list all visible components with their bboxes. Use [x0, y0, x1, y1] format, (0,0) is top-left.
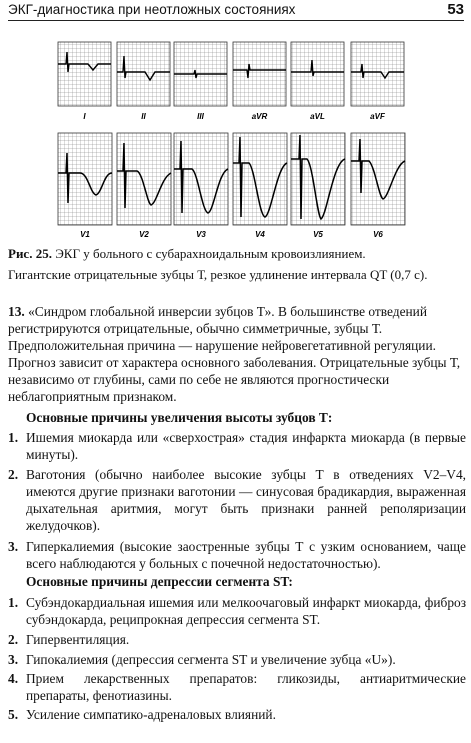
caption-description: Гигантские отрицательные зубцы Т, резкое удлинение интервала QT (0,7 с).: [8, 267, 428, 282]
caption-text: ЭКГ у больного с субарахноидальным кровоизлиянием.: [55, 246, 366, 261]
ecg-figure: [0, 0, 471, 240]
ecg-lead-panel: [233, 133, 287, 239]
list-item-text: Гипервентиляция.: [26, 632, 130, 647]
list-item-text: Ишемия миокарда или «сверхострая» стадия инфаркта миокарда (в первые минуты).: [26, 430, 466, 462]
section-2-heading: Основные причины депрессии сегмента ST:: [26, 574, 293, 589]
ecg-lead-panel: [291, 42, 344, 121]
lead-label: aVL: [310, 112, 325, 121]
lead-label: II: [141, 112, 146, 121]
list-item-number: 1.: [8, 430, 19, 445]
ecg-lead-panel: [351, 42, 404, 121]
list-item-text: Прием лекарственных препаратов: гликозиды, антиаритмические препараты, фенотиазины.: [26, 671, 466, 703]
list-item-number: 1.: [8, 595, 19, 610]
lead-label: V6: [373, 230, 383, 239]
lead-label: aVR: [251, 112, 268, 121]
ecg-lead-panel: [117, 42, 170, 121]
lead-label: aVF: [370, 112, 385, 121]
list-item-number: 5.: [8, 707, 19, 722]
ecg-lead-panel: [351, 133, 405, 239]
ecg-lead-panel: [174, 42, 227, 121]
list-item-text: Усиление симпатико-адреналовых влияний.: [26, 707, 276, 722]
list-item-number: 2.: [8, 467, 19, 482]
running-title: ЭКГ-диагностика при неотложных состояниях: [8, 2, 296, 17]
list-item-text: Гиперкалиемия (высокие заостренные зубцы Т с узким основанием, чаще всего наблюдаются у больных с почечной недостаточностью).: [26, 539, 466, 571]
item-13: [8, 303, 466, 405]
ecg-lead-panel: [58, 133, 112, 239]
caption-label: Рис. 25.: [8, 246, 52, 261]
lead-label: III: [197, 112, 204, 121]
ecg-lead-panel: [58, 42, 111, 121]
list-item-number: 3.: [8, 652, 19, 667]
list-item-number: 3.: [8, 539, 19, 554]
list-item-number: 4.: [8, 671, 19, 686]
ecg-lead-panel: [174, 133, 228, 239]
figure-caption: [8, 246, 366, 262]
lead-label: I: [83, 112, 86, 121]
ecg-lead-panel: [291, 133, 345, 239]
lead-label: V5: [313, 230, 323, 239]
page-number: 53: [447, 1, 464, 18]
item-13-text: «Синдром глобальной инверсии зубцов Т». В большинстве отведений регистрируются отрицательные, обычно симметричные, зубцы Т. Предположительная причина — нарушение нейровегетативной регуляции. Прогноз зависит от характера основного заболевания. Отрицательные зубцы Т, независимо от глубины, сами по себе не являются прогностически неблагоприятным признаком.: [8, 304, 461, 404]
lead-label: V1: [80, 230, 90, 239]
lead-label: V3: [196, 230, 206, 239]
list-item-text: Субэндокардиальная ишемия или мелкоочаговый инфаркт миокарда, фиброз субэндокарда, реципрокная депрессия сегмента ST.: [26, 595, 466, 627]
lead-label: V2: [139, 230, 149, 239]
ecg-lead-panel: [233, 42, 286, 121]
list-item-text: Гипокалиемия (депрессия сегмента ST и увеличение зубца «U»).: [26, 652, 396, 667]
list-item-number: 2.: [8, 632, 19, 647]
list-item-text: Ваготония (обычно наиболее высокие зубцы Т в отведениях V2–V4, имеются другие признаки ваготонии — синусовая брадикардия, выраженная дыхательная аритмия, могут быть признаки ранней реполяризации желудочков).: [26, 467, 466, 533]
item-13-number: 13.: [8, 304, 25, 319]
ecg-lead-panel: [117, 133, 171, 239]
lead-label: V4: [255, 230, 265, 239]
section-1-heading: Основные причины увеличения высоты зубцов Т:: [26, 410, 333, 425]
